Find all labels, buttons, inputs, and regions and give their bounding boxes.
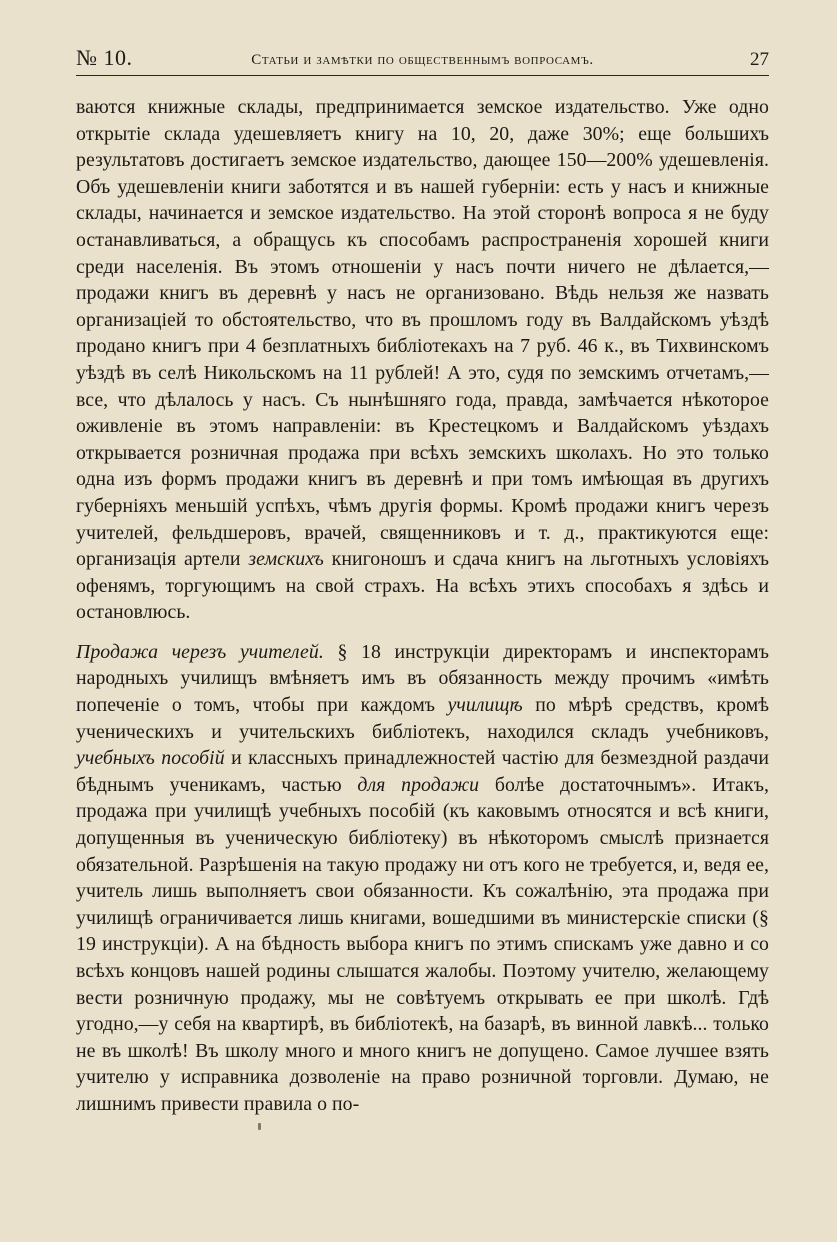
running-title: Статьи и замѣтки по общественнымъ вопросамъ. <box>251 52 594 68</box>
paragraph-text: ваются книжные склады, предпринимается земское издательство. Уже одно открытіе склада удешевляетъ книгу на 10, 20, даже 30%; еще большихъ результатовъ достигаетъ земское издательство, дающее 150—200% удешевленія. Объ удешевленіи книги заботятся и въ нашей губерніи: есть у насъ и книжные склады, начинается и земское издательство. На этой сторонѣ вопроса я не буду останавливаться, а обращусь къ способамъ распространенія хорошей книги среди населенія. Въ этомъ отношеніи у насъ почти ничего не дѣлается,—продажи книгъ въ деревнѣ у насъ не организовано. Вѣдь нельзя же назвать организаціей то обстоятельство, что въ прошломъ году въ Валдайскомъ уѣздѣ продано книгъ при 4 безплатныхъ библіотекахъ на 7 руб. 46 к., въ Тихвинскомъ уѣздѣ въ селѣ Никольскомъ на 11 рублей! А это, судя по земскимъ отчетамъ,—все, что дѣлалось у насъ. Съ нынѣшняго года, правда, замѣчается нѣкоторое оживленіе въ этомъ направленіи: въ Крестецкомъ и Валдайскомъ уѣздахъ открывается розничная продажа при всѣхъ земскихъ школахъ. Но это только одна изъ формъ продажи книгъ въ деревнѣ и при томъ имѣющая въ другихъ губерніяхъ меньшій успѣхъ, чѣмъ другія формы. Кромѣ продажи книгъ черезъ учителей, фельдшеровъ, врачей, священниковъ и т. д., практикуются еще: организація артели <box>76 96 769 571</box>
paragraph-text: § 18 инструкціи директорамъ и инспекторамъ народныхъ училищъ вмѣняетъ имъ въ обязанность между прочимъ «имѣть попеченіе о томъ, чтобы при каждомъ <box>76 640 769 717</box>
print-speck <box>258 1123 261 1130</box>
paragraph-sales-through-teachers <box>76 639 769 1118</box>
page-number: 27 <box>750 49 769 70</box>
paragraph-text: и классныхъ принадлежностей частію для безмездной раздачи бѣднымъ ученикамъ, частью <box>76 747 769 796</box>
italic-term: учебныхъ пособій <box>76 747 225 770</box>
issue-number: № 10. <box>76 45 133 70</box>
italic-term: для продажи <box>357 773 480 796</box>
paragraph-text: болѣе достаточнымъ». Итакъ, продажа при училищѣ учебныхъ пособій (къ каковымъ относятся и всѣ книги, допущенныя въ ученическую библіотеку) въ нѣкоторомъ смыслѣ признается обязательной. Разрѣшенія на такую продажу ни отъ кого не требуется, и, ведя ее, учитель лишь выполняетъ свои обязанности. Къ сожалѣнію, эта продажа при училищѣ ограничивается лишь книгами, вошедшими въ министерскіе списки (§ 19 инструкціи). А на бѣдность выбора книгъ по этимъ спискамъ уже давно и со всѣхъ концовъ нашей родины слышатся жалобы. Поэтому учителю, желающему вести розничную продажу, мы не совѣтуемъ открывать ее при школѣ. Гдѣ угодно,—у себя на квартирѣ, въ библіотекѣ, на базарѣ, въ винной лавкѣ... только не въ школѣ! Въ школу много и много книгъ не допущено. Самое лучшее взять учителю у исправника дозволеніе на право розничной торговли. Думаю, не лишнимъ привести правила о по- <box>76 773 769 1115</box>
italic-term: училищѣ <box>447 694 523 717</box>
paragraph-text-end: книгоношъ и сдача книгъ на льготныхъ условіяхъ офенямъ, торгующимъ на свой страхъ. На всѣхъ этихъ способахъ я здѣсь и остановлюсь. <box>76 548 770 624</box>
paragraph-continuation <box>76 94 769 626</box>
article-body <box>76 94 769 1118</box>
page-header <box>76 42 769 76</box>
paragraph-text: по мѣрѣ средствъ, кромѣ ученическихъ и учительскихъ библіотекъ, находился складъ учебниковъ, <box>76 694 770 743</box>
italic-term: земскихъ <box>248 548 324 571</box>
run-in-heading: Продажа черезъ учителей. <box>76 640 324 663</box>
